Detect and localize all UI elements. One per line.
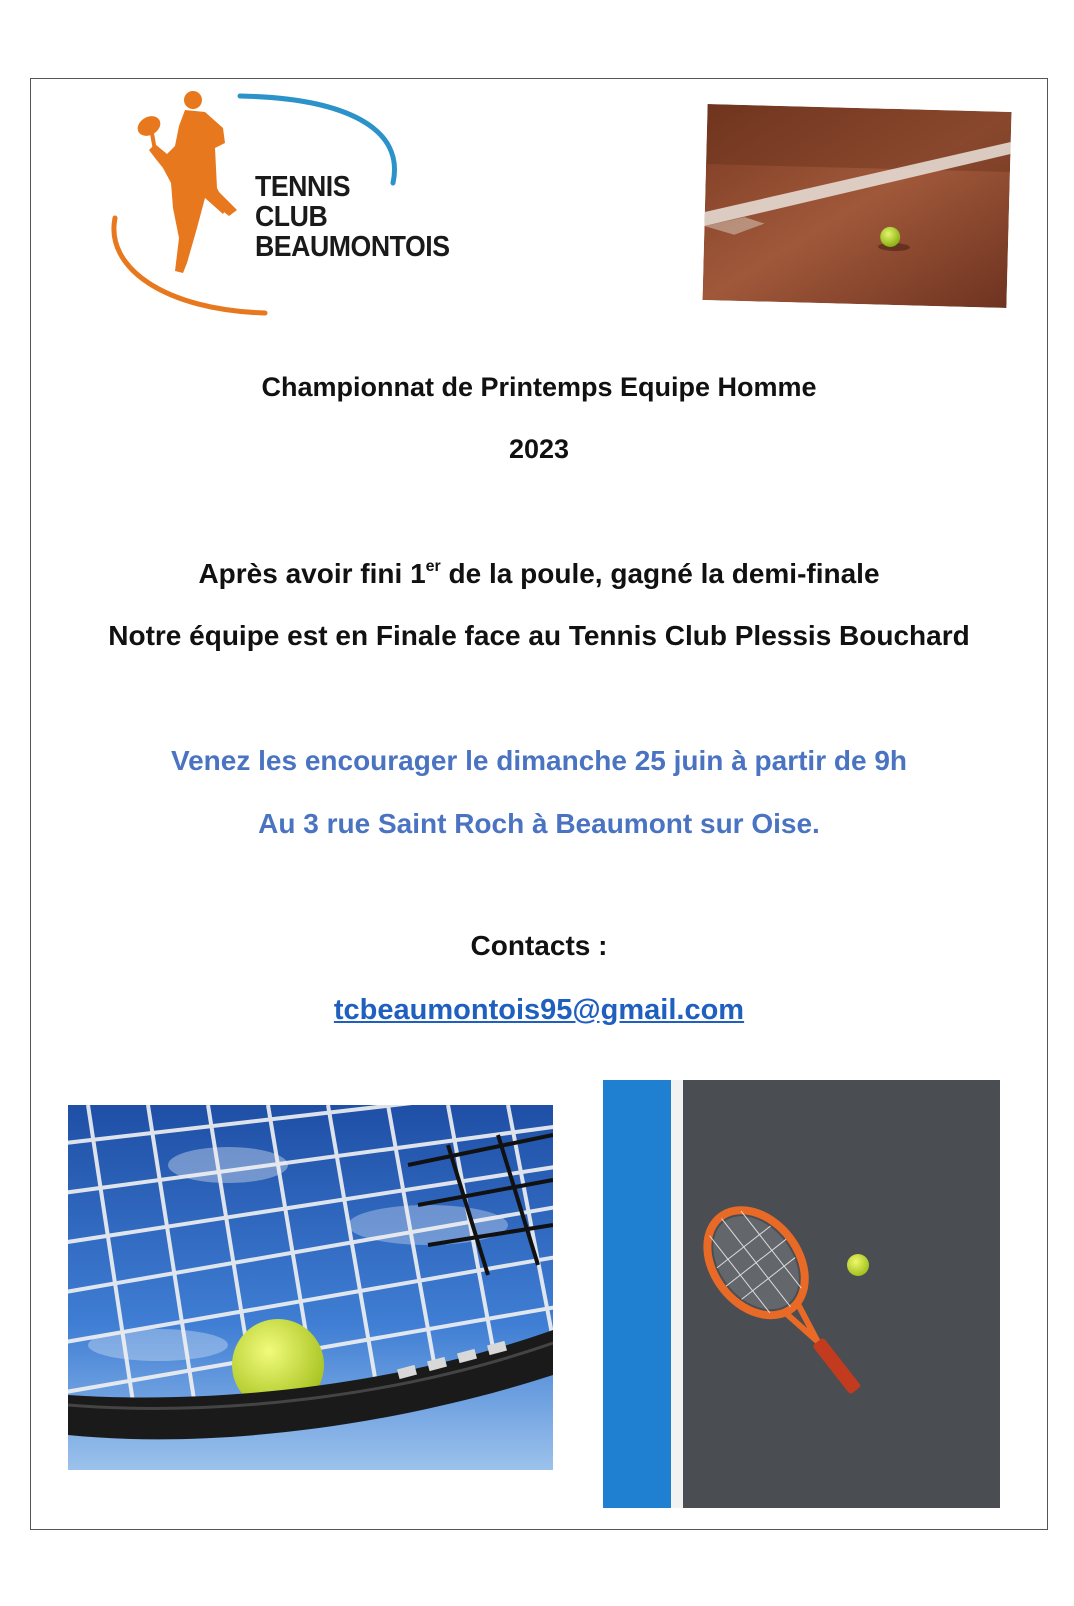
racket-court-photo <box>603 1080 1000 1508</box>
championship-title: Championnat de Printemps Equipe Homme <box>261 372 817 402</box>
announcement-line-1-end: de la poule, gagné la demi-finale <box>440 558 880 589</box>
announcement-line-1-start: Après avoir fini 1 <box>198 558 426 589</box>
club-logo <box>105 88 455 323</box>
invite-date-line: Venez les encourager le dimanche 25 juin à partir de 9h <box>170 745 908 776</box>
club-logo-text <box>255 172 450 262</box>
announcement-line-2: Notre équipe est en Finale face au Tennis Club Plessis Bouchard <box>108 620 970 651</box>
contact-email-line <box>30 994 1048 1027</box>
logo-line-beaumontois: BEAUMONTOIS <box>255 231 450 263</box>
racket-strings-photo <box>68 1105 553 1470</box>
contact-email-link[interactable]: tcbeaumontois95@gmail.com <box>333 994 745 1026</box>
logo-line-tennis: TENNIS <box>255 171 351 203</box>
invite-address-line: Au 3 rue Saint Roch à Beaumont sur Oise. <box>258 808 820 839</box>
ordinal-suffix: er <box>425 558 441 575</box>
logo-line-club: CLUB <box>255 201 328 233</box>
clay-court-photo <box>702 104 1011 308</box>
announcement-line-1 <box>30 558 1048 590</box>
championship-year: 2023 <box>508 434 570 464</box>
contacts-label: Contacts : <box>470 930 608 961</box>
